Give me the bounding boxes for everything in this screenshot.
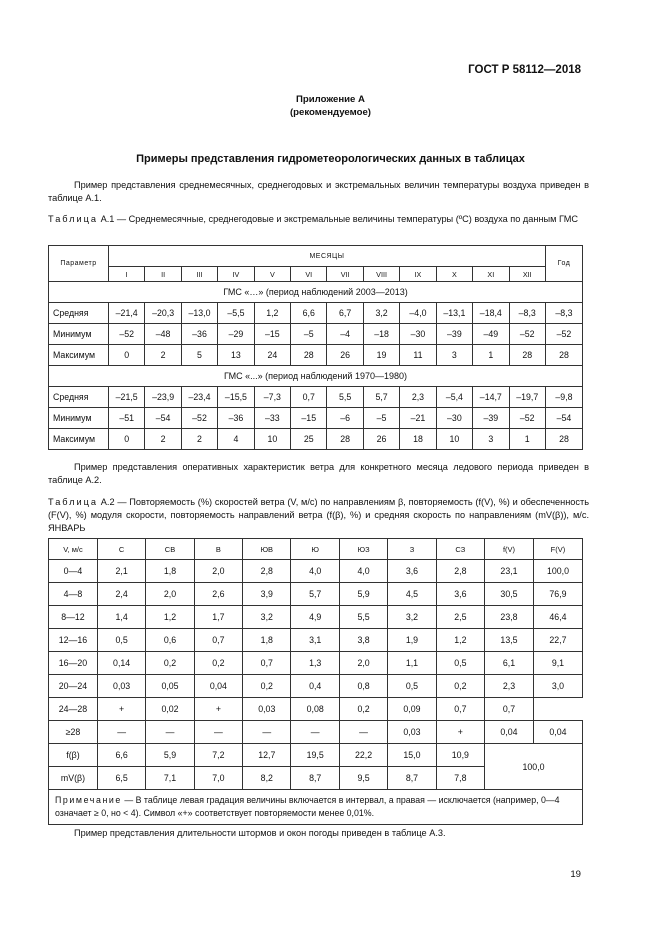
table-row (49, 408, 583, 429)
table-cell: 1,4 (97, 606, 145, 629)
caption-text: А.1 — Среднемесячные, среднегодовые и экстремальные величины температуры (ºС) воздуха по данным ГМС (98, 214, 579, 224)
table-cell: 0,5 (388, 675, 436, 698)
table-cell: 0,04 (194, 675, 242, 698)
table-cell: 8,7 (388, 767, 436, 790)
group-header: ГМС «…» (период наблюдений 2003—2013) (49, 282, 583, 303)
table-cell: 25 (291, 429, 327, 450)
table-cell: 0 (108, 429, 144, 450)
table-row (49, 560, 583, 583)
table-cell: 28 (291, 345, 327, 366)
month-header: X (436, 267, 472, 282)
table-cell: 2,0 (194, 560, 242, 583)
table-cell: 46,4 (533, 606, 582, 629)
table-cell: 3,0 (533, 675, 582, 698)
table-cell: 19 (363, 345, 399, 366)
table-cell: 0,7 (485, 698, 534, 721)
table-cell: –48 (145, 324, 181, 345)
table-cell: 3,2 (243, 606, 291, 629)
table-cell: 26 (327, 345, 363, 366)
table-row (49, 583, 583, 606)
table-cell: –5,5 (218, 303, 254, 324)
table-cell: 28 (327, 429, 363, 450)
table-cell: 1 (509, 429, 545, 450)
table-cell: 2,8 (436, 560, 484, 583)
table-cell: –52 (509, 408, 545, 429)
month-header: VIII (363, 267, 399, 282)
speed-range-label: 24—28 (49, 698, 98, 721)
table-cell: 2,3 (400, 387, 436, 408)
table-cell: 0,5 (97, 629, 145, 652)
section-title: Примеры представления гидрометеорологических данных в таблицах (136, 153, 525, 165)
table-cell: 5,5 (327, 387, 363, 408)
table-cell: 8,2 (243, 767, 291, 790)
table-cell: 12,7 (243, 744, 291, 767)
table-cell: 5 (181, 345, 217, 366)
table-row (49, 721, 583, 744)
table-row (49, 345, 583, 366)
table-cell: –13,0 (181, 303, 217, 324)
table-cell: 1,8 (146, 560, 194, 583)
table-cell: –18 (363, 324, 399, 345)
table-cell: 2,1 (97, 560, 145, 583)
table-cell: 6,6 (291, 303, 327, 324)
table-cell: 0,7 (436, 698, 484, 721)
month-header: II (145, 267, 181, 282)
table-cell: — (243, 721, 291, 744)
table-cell: 5,7 (363, 387, 399, 408)
table-cell: — (97, 721, 145, 744)
table-cell: 3 (436, 345, 472, 366)
row-label: Минимум (49, 324, 109, 345)
table-cell: 5,9 (146, 744, 194, 767)
note-keyword: Примечание (55, 795, 122, 805)
table-cell: –21,5 (108, 387, 144, 408)
table-a1-caption (48, 213, 589, 226)
appendix-subtitle: (рекомендуемое) (289, 107, 371, 118)
table-row (49, 324, 583, 345)
table-cell: –52 (181, 408, 217, 429)
table-cell: 0,05 (146, 675, 194, 698)
table-cell: 0,7 (243, 652, 291, 675)
table-cell: 9,1 (533, 652, 582, 675)
table-a1 (48, 245, 583, 450)
table-cell: 2 (181, 429, 217, 450)
column-header: F(V) (533, 539, 582, 560)
table-cell: 5,5 (339, 606, 387, 629)
table-cell: 30,5 (485, 583, 534, 606)
table-cell: 3,6 (388, 560, 436, 583)
table-cell: 0,5 (436, 652, 484, 675)
table-cell: 1,9 (388, 629, 436, 652)
table-cell: 23,1 (485, 560, 534, 583)
table-cell: 13,5 (485, 629, 534, 652)
table-cell: 0,7 (194, 629, 242, 652)
table-cell: –36 (181, 324, 217, 345)
table-cell: –49 (473, 324, 509, 345)
table-cell: –23,9 (145, 387, 181, 408)
table-cell: –5 (363, 408, 399, 429)
month-header: XII (509, 267, 545, 282)
table-cell: 2 (145, 429, 181, 450)
paragraph-intro-table-a2: Пример представления оперативных характеристик ветра для конкретного месяца ледового периода приведен в таблице А.2. (48, 462, 589, 485)
column-header: З (388, 539, 436, 560)
table-cell: 0,02 (146, 698, 194, 721)
table-row (49, 675, 583, 698)
table-cell: 7,0 (194, 767, 242, 790)
table-a2 (48, 538, 583, 825)
table-cell: 0,03 (243, 698, 291, 721)
table-cell: –19,7 (509, 387, 545, 408)
table-row (49, 429, 583, 450)
table-cell: 24 (254, 345, 290, 366)
table-cell: –15 (291, 408, 327, 429)
table-cell: 100,0 (533, 560, 582, 583)
table-cell: 0,6 (146, 629, 194, 652)
table-cell: 0,14 (97, 652, 145, 675)
table-cell: 1,2 (254, 303, 290, 324)
table-cell: –20,3 (145, 303, 181, 324)
table-cell: –4,0 (400, 303, 436, 324)
year-cell: –54 (545, 408, 582, 429)
table-cell: 3,2 (363, 303, 399, 324)
table-cell: 7,8 (436, 767, 484, 790)
note-text: — В таблице левая градация величины включается в интервал, а правая — исключается (например, 0—4 означает ≥ 0, но < 4). Символ «+» соответствует повторяемости менее 0,01%. (55, 795, 560, 818)
table-cell: 10 (436, 429, 472, 450)
table-cell: –30 (400, 324, 436, 345)
table-cell: 2,0 (146, 583, 194, 606)
speed-range-label: ≥28 (49, 721, 98, 744)
table-cell: 1,2 (436, 629, 484, 652)
row-label: Средняя (49, 303, 109, 324)
table-cell: 22,2 (339, 744, 387, 767)
table-cell: 0,2 (146, 652, 194, 675)
year-cell: –9,8 (545, 387, 582, 408)
table-row (49, 629, 583, 652)
row-label: Минимум (49, 408, 109, 429)
year-cell: 28 (545, 345, 582, 366)
table-cell: 1,7 (194, 606, 242, 629)
table-cell: 0,2 (339, 698, 387, 721)
table-cell: 0,04 (485, 721, 534, 744)
table-cell: 0,03 (97, 675, 145, 698)
table-cell: 6,7 (327, 303, 363, 324)
table-cell: 5,9 (339, 583, 387, 606)
table-cell: 10,9 (436, 744, 484, 767)
month-header: V (254, 267, 290, 282)
table-cell: 0,7 (291, 387, 327, 408)
table-cell: 2,0 (339, 652, 387, 675)
speed-range-label: 0—4 (49, 560, 98, 583)
table-cell: 4 (218, 429, 254, 450)
paragraph-intro-table-a1: Пример представления среднемесячных, среднегодовых и экстремальных величин температуры воздуха приведен в таблице А.1. (48, 180, 589, 203)
param-header: Параметр (49, 246, 109, 282)
speed-range-label: 20—24 (49, 675, 98, 698)
table-row (49, 698, 583, 721)
group-header: ГМС «...» (период наблюдений 1970—1980) (49, 366, 583, 387)
row-label: Максимум (49, 345, 109, 366)
caption-keyword: Таблица (48, 214, 99, 224)
table-cell: –23,4 (181, 387, 217, 408)
table-cell: –52 (509, 324, 545, 345)
column-header: С (97, 539, 145, 560)
table-cell: –15 (254, 324, 290, 345)
column-header: В (194, 539, 242, 560)
table-cell: 1,2 (146, 606, 194, 629)
table-cell: –5,4 (436, 387, 472, 408)
paragraph-intro-table-a3: Пример представления длительности штормов и окон погоды приведен в таблице А.3. (74, 828, 446, 838)
table-cell: + (97, 698, 145, 721)
table-row (49, 606, 583, 629)
months-header: МЕСЯЦЫ (108, 246, 545, 267)
year-cell: 28 (545, 429, 582, 450)
table-cell: 4,9 (291, 606, 339, 629)
mv-label: mV(β) (49, 767, 98, 790)
table-cell: 0,03 (388, 721, 436, 744)
table-cell: –7,3 (254, 387, 290, 408)
table-cell: 6,6 (97, 744, 145, 767)
speed-range-label: 8—12 (49, 606, 98, 629)
table-cell: 6,5 (97, 767, 145, 790)
caption-text: А.2 — Повторяемость (%) скоростей ветра (V, м/с) по направлениям β, повторяемость (f(V), %) и обеспеченность (F(V), %) модуля скорости, повторяемость направлений ветра (f(β), %) и средняя скорость по направлениям (mV(β)), м/с. ЯНВАРЬ (48, 497, 589, 533)
table-cell: 0,2 (436, 675, 484, 698)
table-cell: –54 (145, 408, 181, 429)
month-header: IX (400, 267, 436, 282)
table-cell: 3,8 (339, 629, 387, 652)
table-cell: 18 (400, 429, 436, 450)
table-cell: 1,1 (388, 652, 436, 675)
table-cell: –36 (218, 408, 254, 429)
table-cell: –51 (108, 408, 144, 429)
table-cell: 2,8 (243, 560, 291, 583)
row-label: Средняя (49, 387, 109, 408)
table-cell: 2 (145, 345, 181, 366)
document-standard-number: ГОСТ Р 58112—2018 (468, 64, 581, 76)
table-cell: 3,6 (436, 583, 484, 606)
table-cell: 76,9 (533, 583, 582, 606)
speed-range-label: 12—16 (49, 629, 98, 652)
table-cell: 5,7 (291, 583, 339, 606)
table-cell: –39 (436, 324, 472, 345)
table-cell: 0,4 (291, 675, 339, 698)
table-note (49, 790, 583, 825)
column-header: СВ (146, 539, 194, 560)
table-cell: 4,0 (291, 560, 339, 583)
table-cell: –21 (400, 408, 436, 429)
table-cell: 23,8 (485, 606, 534, 629)
row-label: Максимум (49, 429, 109, 450)
table-cell: — (291, 721, 339, 744)
table-cell: –39 (473, 408, 509, 429)
month-header: I (108, 267, 144, 282)
table-cell: 0,04 (533, 721, 582, 744)
table-cell: 2,6 (194, 583, 242, 606)
table-cell: 22,7 (533, 629, 582, 652)
table-cell: + (194, 698, 242, 721)
table-cell: 9,5 (339, 767, 387, 790)
table-cell: –30 (436, 408, 472, 429)
table-cell: — (194, 721, 242, 744)
table-cell: + (436, 721, 484, 744)
page-number: 19 (570, 869, 581, 880)
table-cell: 3,9 (243, 583, 291, 606)
column-header: Ю (291, 539, 339, 560)
table-cell: 10 (254, 429, 290, 450)
column-header: V, м/с (49, 539, 98, 560)
table-cell: 7,2 (194, 744, 242, 767)
table-cell: –29 (218, 324, 254, 345)
table-row (49, 652, 583, 675)
table-cell: –4 (327, 324, 363, 345)
table-cell: 3,2 (388, 606, 436, 629)
table-cell: 4,0 (339, 560, 387, 583)
table-cell: 0,08 (291, 698, 339, 721)
table-cell: –18,4 (473, 303, 509, 324)
fb-label: f(β) (49, 744, 98, 767)
table-cell: –6 (327, 408, 363, 429)
table-cell: 7,1 (146, 767, 194, 790)
table-cell: 0,09 (388, 698, 436, 721)
column-header: ЮВ (243, 539, 291, 560)
table-row (49, 387, 583, 408)
speed-range-label: 4—8 (49, 583, 98, 606)
column-header: f(V) (485, 539, 534, 560)
year-header: Год (545, 246, 582, 282)
table-cell: –52 (108, 324, 144, 345)
table-cell: –15,5 (218, 387, 254, 408)
table-cell: –8,3 (509, 303, 545, 324)
month-header: VII (327, 267, 363, 282)
table-cell: 1,8 (243, 629, 291, 652)
table-cell: 11 (400, 345, 436, 366)
table-cell: 2,5 (436, 606, 484, 629)
table-cell: –13,1 (436, 303, 472, 324)
table-cell: –33 (254, 408, 290, 429)
table-cell: 6,1 (485, 652, 534, 675)
table-cell: 2,3 (485, 675, 534, 698)
caption-keyword: Таблица (48, 497, 99, 507)
table-cell: –21,4 (108, 303, 144, 324)
table-cell: 3 (473, 429, 509, 450)
table-cell: 1,3 (291, 652, 339, 675)
table-cell: –14,7 (473, 387, 509, 408)
table-cell: 0,2 (243, 675, 291, 698)
table-cell: — (339, 721, 387, 744)
table-a2-caption (48, 496, 589, 535)
table-cell: 26 (363, 429, 399, 450)
year-cell: –52 (545, 324, 582, 345)
table-cell: 19,5 (291, 744, 339, 767)
table-cell: 1 (473, 345, 509, 366)
total-cell: 100,0 (485, 744, 583, 790)
table-cell: –5 (291, 324, 327, 345)
table-cell: 28 (509, 345, 545, 366)
table-row (49, 303, 583, 324)
appendix-title: Приложение А (296, 94, 365, 105)
table-cell: 3,1 (291, 629, 339, 652)
column-header: СЗ (436, 539, 484, 560)
column-header: ЮЗ (339, 539, 387, 560)
year-cell: –8,3 (545, 303, 582, 324)
month-header: III (181, 267, 217, 282)
speed-range-label: 16—20 (49, 652, 98, 675)
table-cell: 0,2 (194, 652, 242, 675)
table-cell: 0 (108, 345, 144, 366)
table-cell: 8,7 (291, 767, 339, 790)
month-header: VI (291, 267, 327, 282)
table-cell: 4,5 (388, 583, 436, 606)
month-header: XI (473, 267, 509, 282)
table-cell: — (146, 721, 194, 744)
table-cell: 15,0 (388, 744, 436, 767)
table-cell: 13 (218, 345, 254, 366)
month-header: IV (218, 267, 254, 282)
table-cell: 2,4 (97, 583, 145, 606)
table-cell: 0,8 (339, 675, 387, 698)
